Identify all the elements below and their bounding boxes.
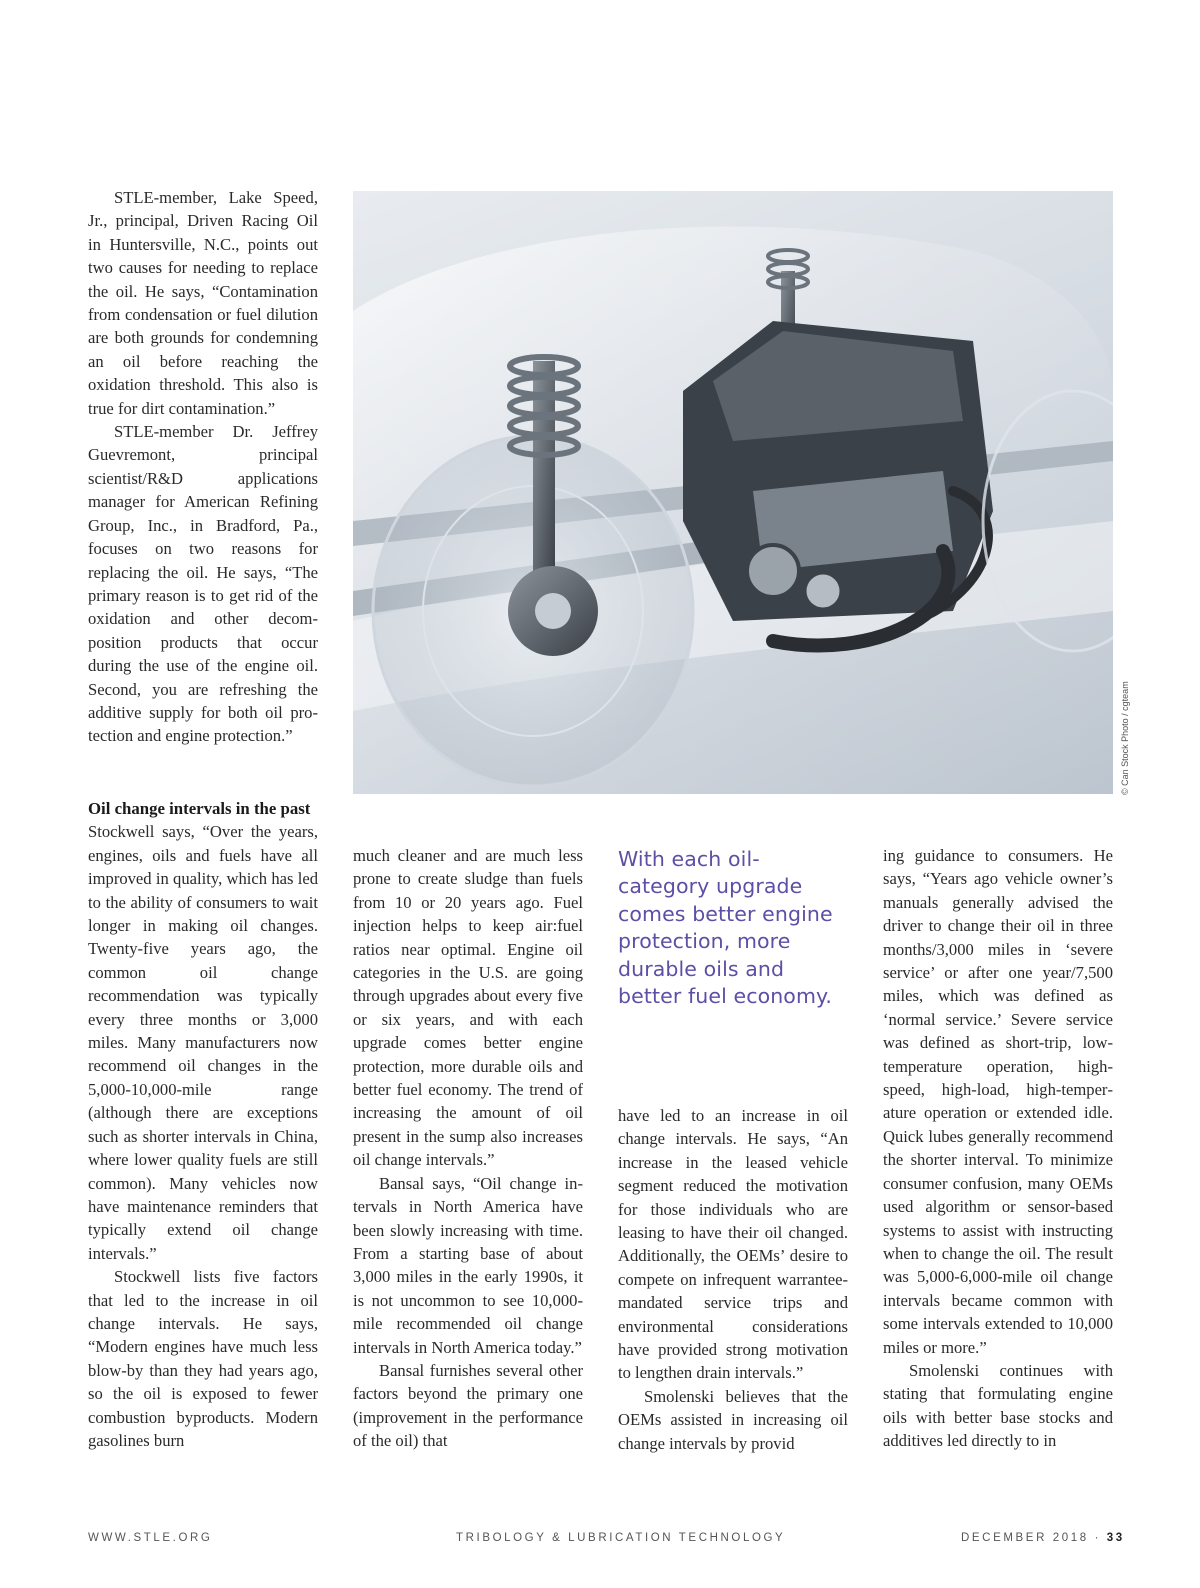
paragraph-guevremont: STLE-member Dr. Jeffrey Guevremont, principal scientist/R&D applications manager for American Refining Group, Inc., in Bradford, Pa., focuses on two reasons for replacing the oil. He says, “The primary reason is to get rid of the oxidation and other decomposition products that occur during the use of the engine oil. Second, you are refreshing the additive supply for both oil protection and engine protection.” xyxy=(88,422,318,746)
footer-website: WWW.STLE.ORG xyxy=(88,1532,213,1544)
footer-separator: · xyxy=(1094,1532,1101,1544)
column-2 xyxy=(353,844,583,1453)
paragraph-smolenski-2: Smolenski continues with stating that formulating engine oils with better base stocks and additives led directly to in xyxy=(883,1360,1113,1451)
paragraph-stockwell-2: Stockwell lists five factors that led to the increase in oil change intervals. He says, “Modern engines have much less blow-by than they had years ago, so the oil is exposed to fewer combustion byproducts. Modern gasolines burn xyxy=(88,1267,318,1450)
pulley-small xyxy=(805,573,841,609)
footer-date-page xyxy=(961,1532,1125,1544)
paragraph-bansal-2: Bansal furnishes several other factors beyond the primary one (improvement in the performance of the oil) that xyxy=(353,1360,583,1451)
pulley xyxy=(747,545,799,597)
column-1-top xyxy=(88,186,318,748)
paragraph-continued-bansal: have led to an increase in oil change intervals. He says, “An increase in the leased vehicle segment reduced the motivation for those individuals who are leasing to have their oil changed. Additionally, the OEMs’ desire to compete on infrequent warrantee-mandated service trips and environmental considerations have provided strong motivation to lengthen drain intervals.” xyxy=(618,1106,848,1383)
paragraph-continued-smolenski: ing guidance to consumers. He says, “Years ago vehicle owner’s manuals generally advised the driver to change their oil in three months/3,000 miles in ‘severe service’ or after one year/7,500 miles, which was defined as ‘normal service.’ Severe service was defined as short-trip, low-temperature operation, high-speed, high-load, high-temperature operation or extended idle. Quick lubes generally recommend the shorter interval. To minimize consumer confusion, many OEMs used algorithm or sensor-based systems to assist with instructing when to change the oil. The result was 5,000-6,000-mile oil change intervals became common with some intervals extended to 10,000 miles or more.” xyxy=(883,846,1113,1357)
column-1-bottom xyxy=(88,797,318,1452)
footer-publication: TRIBOLOGY & LUBRICATION TECHNOLOGY xyxy=(456,1532,786,1544)
photo-credit: © Can Stock Photo / cgteam xyxy=(1120,681,1130,795)
hub-center xyxy=(535,593,571,629)
paragraph-bansal-1: Bansal says, “Oil change intervals in North America have been slowly increasing with time. From a starting base of about 3,000 miles in the early 1990s, it is not uncommon to see 10,000-mile recommended oil change intervals in North America today.” xyxy=(353,1173,583,1357)
footer-date: DECEMBER 2018 xyxy=(961,1532,1089,1544)
engine-chassis-photo xyxy=(353,191,1113,794)
paragraph-continued-stockwell: much cleaner and are much less prone to create sludge than fuels from 10 or 20 years ago. Fuel injection helps to keep air:fuel ratios near optimal. Engine oil categories in the U.S. are going through upgrades about every five or six years, and with each upgrade comes better engine protection, more durable oils and better fuel economy. The trend of increasing the amount of oil present in the sump also increases oil change intervals.” xyxy=(353,846,583,1170)
column-3 xyxy=(618,1104,848,1455)
paragraph-stockwell-1: Stockwell says, “Over the years, engines, oils and fuels have all improved in quality, which has led to the ability of consumers to wait longer in making oil changes. Twenty-five years ago, the common oil change recommendation was typically every three months or 3,000 miles. Many manufacturers now recommend oil changes in the 5,000-10,000-mile range (although there are exceptions such as shorter intervals in China, where lower quality fuels are still common). Many vehicles now have maintenance reminders that typically extend oil change intervals.” xyxy=(88,822,318,1263)
paragraph-lake-speed: STLE-member, Lake Speed, Jr., principal, Driven Racing Oil in Huntersville, N.C., points out two causes for needing to replace the oil. He says, “Contamination from condensation or fuel dilution are both grounds for condemning an oil before reaching the oxidation threshold. This also is true for dirt contamination.” xyxy=(88,188,318,418)
column-4 xyxy=(883,844,1113,1453)
pull-quote: With each oil-category upgrade comes better engine protection, more durable oils and better fuel economy. xyxy=(618,847,833,1009)
page-number: 33 xyxy=(1106,1532,1125,1544)
engine-illustration xyxy=(353,191,1113,794)
paragraph-smolenski-1: Smolenski believes that the OEMs assisted in increasing oil change intervals by provid xyxy=(618,1386,848,1453)
section-subheading: Oil change intervals in the past xyxy=(88,799,311,818)
